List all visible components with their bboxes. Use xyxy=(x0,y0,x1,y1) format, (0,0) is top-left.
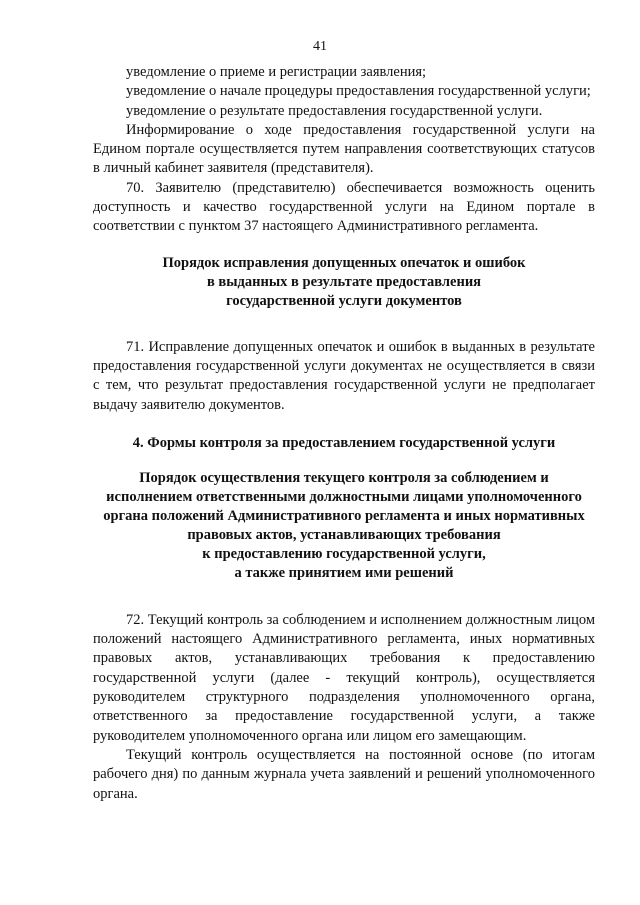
page-number: 41 xyxy=(313,39,327,54)
paragraph-notice-result: уведомление о результате предоставления государственной услуги. xyxy=(126,102,543,119)
paragraph-notice-start: уведомление о начале процедуры предоставления государственной услуги; xyxy=(126,83,591,100)
heading-line: Порядок исправления допущенных опечаток и ошибок xyxy=(162,254,526,271)
heading-line: к предоставлению государственной услуги, xyxy=(202,545,486,562)
heading-line: государственной услуги документов xyxy=(226,292,462,309)
heading-line: органа положений Административного регламента и иных нормативных xyxy=(103,507,585,524)
heading-line: в выданных в результате предоставления xyxy=(206,273,482,290)
paragraph-70: 70. Заявителю (представителю) обеспечивается возможность оценить доступность и качество государственной услуги на Едином портале в соответствии с пунктом 37 настоящего Административного регламента. xyxy=(93,179,595,235)
paragraph-notice-receipt: уведомление о приеме и регистрации заявления; xyxy=(126,64,427,80)
heading-line: правовых актов, устанавливающих требования xyxy=(187,526,501,543)
heading-corrections xyxy=(93,254,595,311)
paragraph-71: 71. Исправление допущенных опечаток и ошибок в выданных в результате предоставления государственной услуги документах не осуществляется в связи с тем, что результат предоставления государственной услуги не предполагает выдачу заявителю документов. xyxy=(93,338,595,413)
heading-line: а также принятием ими решений xyxy=(234,564,454,581)
page-content xyxy=(93,63,595,804)
section-4-title: 4. Формы контроля за предоставлением государственной услуги xyxy=(132,434,556,451)
paragraph-72: 72. Текущий контроль за соблюдением и исполнением должностным лицом положений настоящего Административного регламента, иных нормативных правовых актов, устанавливающих требования к предоставлению государственной услуги (далее - текущий контроль), осуществляется руководителем структурного подразделения уполномоченного органа, ответственного за предоставление государственной услуги, а также руководителем уполномоченного органа или лицом его замещающим. xyxy=(93,611,595,744)
heading-line: Порядок осуществления текущего контроля за соблюдением и xyxy=(139,469,549,486)
paragraph-informing: Информирование о ходе предоставления государственной услуги на Едином портале осуществляется путем направления соответствующих статусов в личный кабинет заявителя (представителя). xyxy=(93,121,595,177)
heading-line: исполнением ответственными должностными лицами уполномоченного xyxy=(106,488,582,505)
paragraph-control-basis: Текущий контроль осуществляется на постоянной основе (по итогам рабочего дня) по данным журнала учета заявлений и решений уполномоченного органа. xyxy=(93,746,595,802)
heading-current-control xyxy=(93,469,595,583)
